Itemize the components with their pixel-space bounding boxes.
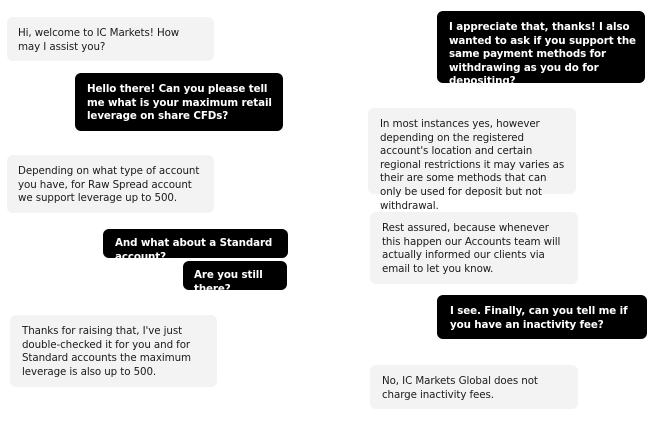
- message-text: Are you still there?: [194, 269, 263, 295]
- message-text: I see. Finally, can you tell me if you have an inactivity fee?: [450, 305, 628, 331]
- message-text: Hi, welcome to IC Markets! How may I assist you?: [18, 27, 180, 53]
- agent-message-bubble: [370, 365, 578, 409]
- user-message-bubble: [75, 73, 283, 131]
- message-text: Depending on what type of account you have, for Raw Spread account we support leverage up to 500.: [18, 165, 200, 205]
- agent-message-bubble: [7, 17, 214, 61]
- user-message-bubble: [183, 261, 287, 295]
- message-text: And what about a Standard account?: [115, 237, 273, 263]
- agent-message-bubble: [368, 108, 576, 212]
- agent-message-bubble: [7, 155, 214, 213]
- agent-message-bubble: [10, 315, 217, 387]
- message-text: Rest assured, because whenever this happen our Accounts team will actually informed our clients via email to let you know.: [382, 222, 561, 275]
- user-message-bubble: [437, 295, 647, 339]
- message-text: No, IC Markets Global does not charge inactivity fees.: [382, 375, 538, 401]
- message-text: Hello there! Can you please tell me what is your maximum retail leverage on share CFDs?: [87, 83, 272, 123]
- message-text: I appreciate that, thanks! I also wanted to ask if you support the same payment methods for withdrawing as you do for depositing?: [449, 21, 636, 88]
- agent-message-bubble: [370, 212, 578, 284]
- message-text: In most instances yes, however depending on the registered account's location and certain regional restrictions it may varies as their are some methods that can only be used for deposit but not withdrawal.: [380, 118, 565, 212]
- user-message-bubble: [103, 229, 288, 263]
- user-message-bubble: [437, 11, 645, 88]
- message-text: Thanks for raising that, I've just double-checked it for you and for Standard accounts the maximum leverage is also up to 500.: [22, 325, 191, 378]
